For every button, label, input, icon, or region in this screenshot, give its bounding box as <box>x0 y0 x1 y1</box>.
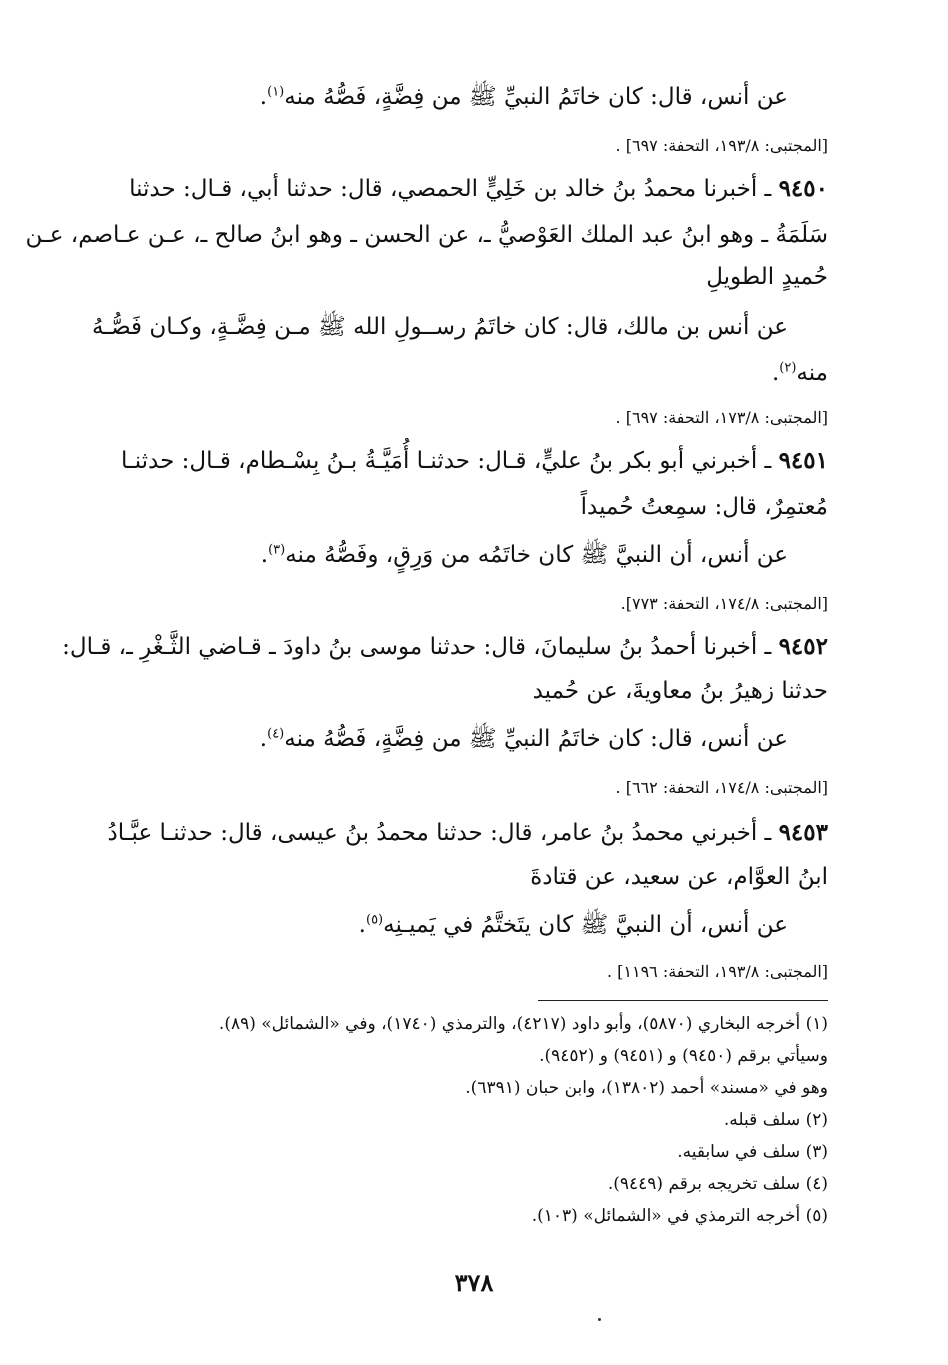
hadith-text: ـ أخبرنا أحمدُ بنُ سليمانَ، قال: حدثنا موسى بنُ داودَ ـ قـاضي الثَّـغْرِ ـ، قـال: <box>62 634 772 660</box>
hadith-number: ٩٤٥٢ <box>778 633 828 660</box>
hadith-text-line: حدثنا زهيرُ بنُ معاويةَ، عن حُميد <box>532 678 828 704</box>
hadith-text: عن أنس، أن النبيَّ ﷺ كان يتَختَّمُ في يَميـنِه <box>383 912 788 938</box>
footnote-separator <box>538 1000 828 1001</box>
footnote-1-line-2: وسيأتي برقم (٩٤٥٠) و (٩٤٥١) و (٩٤٥٢). <box>539 1046 828 1066</box>
hadith-text-line: سَلَمَةُ ـ وهو ابنُ عبد الملك العَوْصيُّ ـ، عن الحسن ـ وهو ابنُ صالح ـ، عـن عـاصم، عـن <box>25 222 828 248</box>
footnote-3: (٣) سلف في سابقيه. <box>677 1142 828 1162</box>
footnote-marker: (٥) <box>365 912 384 928</box>
footnote-marker: (٢) <box>779 360 797 376</box>
hadith-text: ـ أخبرني محمدُ بنُ عامر، قال: حدثنا محمدُ بنُ عيسى، قال: حدثنـا عبَّـادُ <box>107 820 772 846</box>
footnote-marker: (١) <box>267 84 285 100</box>
punctuation: . <box>771 360 780 386</box>
hadith-text: ـ أخبرني أبو بكر بنُ عليٍّ، قـال: حدثنـا أُمَيَّـةُ بـنُ بِسْـطام، قـال: حدثنـا <box>120 448 772 474</box>
hadith-text-line: حُميدٍ الطويلِ <box>706 264 828 290</box>
hadith-text-line <box>120 80 788 114</box>
reference-line: [المجتبى: ١٩٣/٨، التحفة: ١١٩٦] . <box>606 962 828 981</box>
hadith-number: ٩٤٥٠ <box>778 175 828 202</box>
hadith-text: عن أنس، قال: كان خاتَمُ النبيِّ ﷺ من فِضَّةٍ، فَصُّهُ منه <box>284 84 788 110</box>
punctuation: . <box>259 84 268 110</box>
hadith-text: منه <box>796 360 828 386</box>
hadith-header-line <box>62 630 828 664</box>
punctuation: . <box>358 912 366 938</box>
hadith-text: عن أنس، أن النبيَّ ﷺ كان خاتَمُه من وَرِقٍ، وفَصُّهُ منه <box>285 542 788 568</box>
hadith-header-line <box>120 444 828 478</box>
hadith-header-line <box>120 172 828 206</box>
hadith-text-line: مُعتمِرٌ، قال: سمِعتُ حُميداً <box>580 494 828 520</box>
hadith-text: ـ أخبرنا محمدُ بنُ خالد بن خَلِيٍّ الحمصي، قال: حدثنا أبي، قـال: حدثنا <box>129 176 772 202</box>
reference-line: [المجتبى: ١٩٣/٨، التحفة: ٦٩٧] . <box>615 136 828 155</box>
hadith-text: عن أنس، قال: كان خاتَمُ النبيِّ ﷺ من فِضَّةٍ، فَصُّهُ منه <box>284 726 788 752</box>
hadith-text-line: عن أنس بن مالك، قال: كان خاتَمُ رســولِ الله ﷺ مـن فِضَّـةٍ، وكـان فَصُّـهُ <box>92 314 788 340</box>
hadith-header-line <box>107 816 828 850</box>
footnote-1-line-1: (١) أخرجه البخاري (٥٨٧٠)، وأبو داود (٤٢١٧)، والترمذي (١٧٤٠)، وفي «الشمائل» (٨٩). <box>218 1014 828 1034</box>
hadith-number: ٩٤٥١ <box>778 447 828 474</box>
hadith-text-line <box>120 722 788 756</box>
punctuation: . <box>259 726 268 752</box>
footnote-marker: (٤) <box>267 726 285 742</box>
footnote-marker: (٣) <box>268 542 286 558</box>
footnote-1-line-3: وهو في «مسند» أحمد (١٣٨٠٢)، وابن حبان (٦٣٩١). <box>465 1078 828 1098</box>
hadith-text-line <box>120 356 828 390</box>
footnote-2: (٢) سلف قبله. <box>723 1110 828 1130</box>
hadith-text-line <box>120 908 788 942</box>
scan-speck <box>598 1318 601 1321</box>
punctuation: . <box>260 542 269 568</box>
reference-line: [المجتبى: ١٧٣/٨، التحفة: ٦٩٧] . <box>615 408 828 427</box>
reference-line: [المجتبى: ١٧٤/٨، التحفة: ٧٧٣]. <box>620 594 828 613</box>
footnote-5: (٥) أخرجه الترمذي في «الشمائل» (١٠٣). <box>531 1206 828 1226</box>
page-number: ٣٧٨ <box>454 1268 494 1297</box>
reference-line: [المجتبى: ١٧٤/٨، التحفة: ٦٦٢] . <box>615 778 828 797</box>
hadith-text-line <box>120 538 788 572</box>
hadith-text-line: ابنُ العوَّام، عن سعيد، عن قتادةَ <box>530 864 828 890</box>
hadith-number: ٩٤٥٣ <box>778 819 828 846</box>
footnote-4: (٤) سلف تخريجه برقم (٩٤٤٩). <box>607 1174 828 1194</box>
